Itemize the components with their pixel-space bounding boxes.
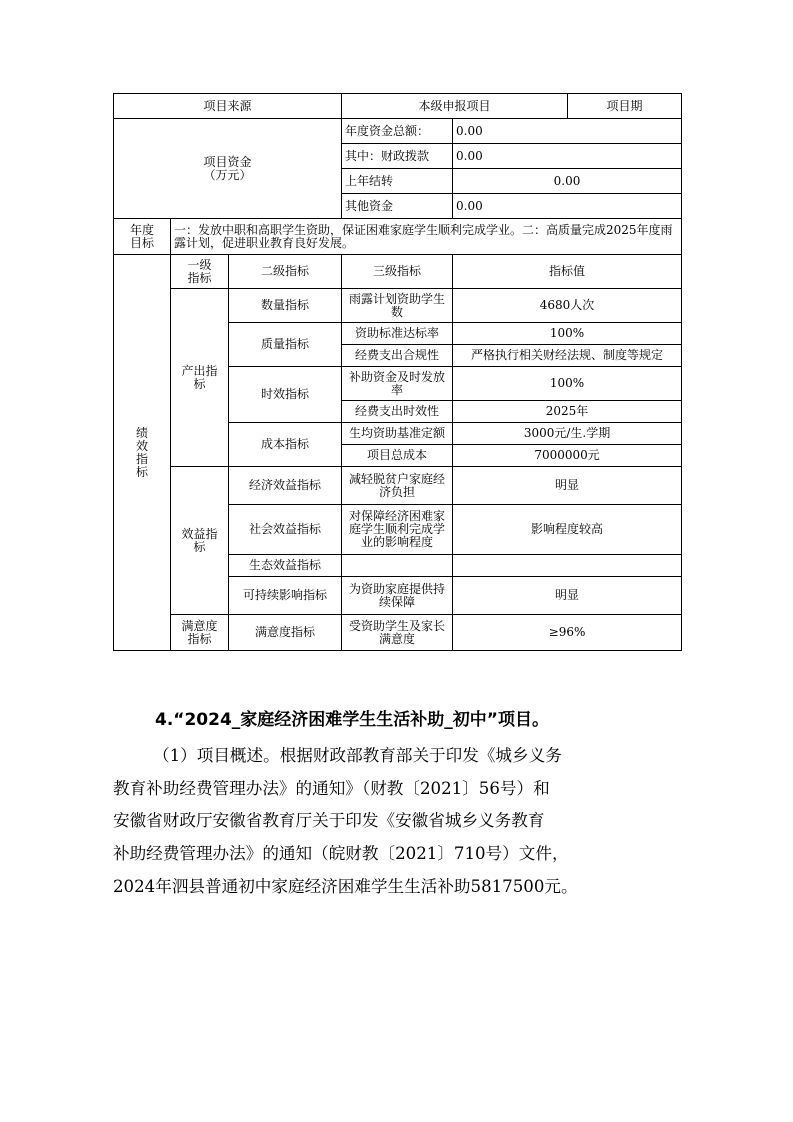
- quality-value-1: 100%: [453, 323, 682, 345]
- source-label: 项目来源: [114, 94, 342, 119]
- time-item-1: 补助资金及时发放率: [342, 367, 453, 401]
- cost-label: 成本指标: [229, 423, 342, 467]
- satisfaction-sub: 满意度指标: [229, 615, 342, 651]
- fund-other-value: 0.00: [453, 194, 682, 219]
- paragraph-line: （1）项目概述。根据财政部教育部关于印发《城乡义务: [153, 746, 562, 765]
- perf-label: 绩 效 指 标: [114, 255, 171, 651]
- fund-fiscal-label: 其中：财政拨款: [342, 144, 453, 169]
- econ-label: 经济效益指标: [229, 467, 342, 505]
- fund-fiscal-value: 0.00: [453, 144, 682, 169]
- cost-item-1: 生均资助基准定额: [342, 423, 453, 445]
- sustain-item: 为资助家庭提供持续保障: [342, 577, 453, 615]
- econ-item: 减轻脱贫户家庭经济负担: [342, 467, 453, 505]
- fund-total-label: 年度资金总额：: [342, 119, 453, 144]
- quantity-label: 数量指标: [229, 289, 342, 323]
- goal-label: 年度 目标: [114, 219, 171, 255]
- cost-value-1: 3000元/生.学期: [453, 423, 682, 445]
- cost-item-2: 项目总成本: [342, 445, 453, 467]
- eco-value: [453, 555, 682, 577]
- social-value: 影响程度较高: [453, 505, 682, 555]
- satisfaction-item: 受资助学生及家长满意度: [342, 615, 453, 651]
- fund-other-label: 其他资金: [342, 194, 453, 219]
- time-label: 时效指标: [229, 367, 342, 423]
- time-value-2: 2025年: [453, 401, 682, 423]
- header-value: 指标值: [453, 255, 682, 289]
- header-level3: 三级指标: [342, 255, 453, 289]
- header-level1: 一级 指标: [171, 255, 229, 289]
- project-overview-paragraph: [113, 740, 688, 904]
- period-label: 项目期: [568, 94, 682, 119]
- time-value-1: 100%: [453, 367, 682, 401]
- paragraph-line: 补助经费管理办法》的通知（皖财教〔2021〕710号）文件，: [113, 844, 569, 864]
- benefit-label: 效益指 标: [171, 467, 229, 615]
- section-heading: 4.“2024_家庭经济困难学生生活补助_初中”项目。: [155, 710, 549, 730]
- fund-total-value: 0.00: [453, 119, 682, 144]
- sustain-value: 明显: [453, 577, 682, 615]
- performance-table: [113, 93, 682, 651]
- econ-value: 明显: [453, 467, 682, 505]
- paragraph-line: 安徽省财政厅安徽省教育厅关于印发《安徽省城乡义务教育: [113, 811, 545, 831]
- output-label: 产出指 标: [171, 289, 229, 467]
- social-item: 对保障经济困难家庭学生顺利完成学业的影响程度: [342, 505, 453, 555]
- satisfaction-label: 满意度 指标: [171, 615, 229, 651]
- quality-value-2: 严格执行相关财经法规、制度等规定: [453, 345, 682, 367]
- quality-item-2: 经费支出合规性: [342, 345, 453, 367]
- quality-label: 质量指标: [229, 323, 342, 367]
- fund-carryover-value: 0.00: [453, 169, 682, 194]
- social-label: 社会效益指标: [229, 505, 342, 555]
- quality-item-1: 资助标准达标率: [342, 323, 453, 345]
- eco-item: [342, 555, 453, 577]
- paragraph-line: 教育补助经费管理办法》的通知》（财教〔2021〕56号）和: [113, 778, 550, 798]
- fund-carryover-label: 上年结转: [342, 169, 453, 194]
- quantity-item: 雨露计划资助学生数: [342, 289, 453, 323]
- header-level2: 二级指标: [229, 255, 342, 289]
- satisfaction-value: ≥96%: [453, 615, 682, 651]
- paragraph-line: 2024年泗县普通初中家庭经济困难学生生活补助5817500元。: [113, 876, 578, 896]
- source-value: 本级申报项目: [342, 94, 568, 119]
- funds-label: 项目资金 （万元）: [114, 119, 342, 219]
- goal-text: 一：发放中职和高职学生资助，保证困难家庭学生顺利完成学业。二：高质量完成2025年度雨露计划，促进职业教育良好发展。: [171, 219, 682, 255]
- quantity-value: 4680人次: [453, 289, 682, 323]
- cost-value-2: 7000000元: [453, 445, 682, 467]
- time-item-2: 经费支出时效性: [342, 401, 453, 423]
- eco-label: 生态效益指标: [229, 555, 342, 577]
- sustain-label: 可持续影响指标: [229, 577, 342, 615]
